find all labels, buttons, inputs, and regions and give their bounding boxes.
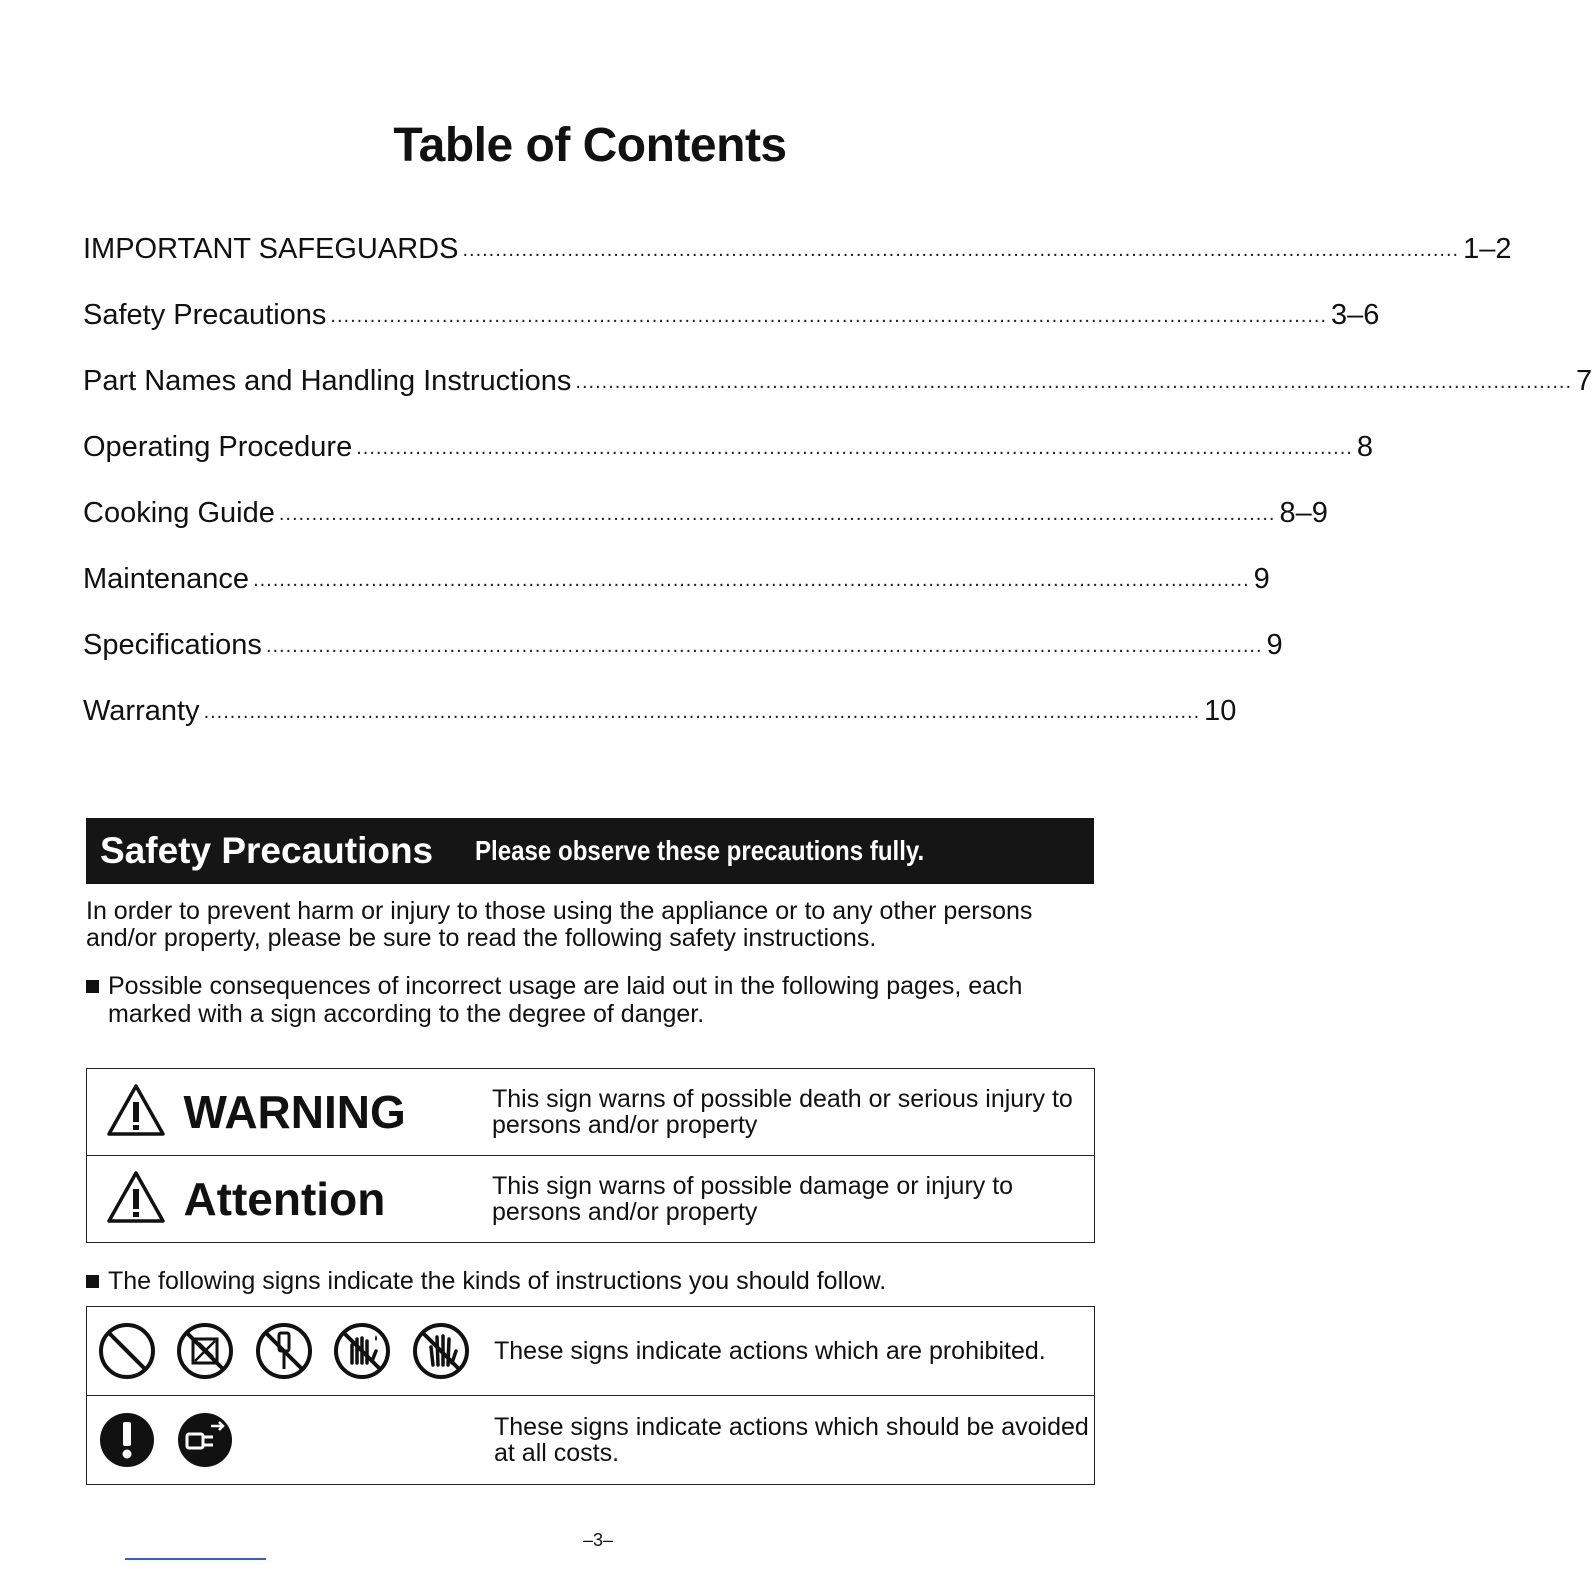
prohibited-icons-cell: [87, 1307, 489, 1396]
page-number: –3–: [582, 1530, 614, 1550]
toc-entry[interactable]: [83, 330, 1592, 397]
toc-leader: ........................................................................................................................................................: [575, 371, 1573, 393]
no-disassembly-icon: [175, 1321, 235, 1381]
toc-leader: ........................................................................................................................................................: [462, 239, 1460, 261]
toc-label: IMPORTANT SAFEGUARDS: [83, 233, 459, 265]
toc-page: 9: [1253, 563, 1270, 595]
no-wet-hands-icon: [332, 1321, 392, 1381]
bullet-text: Possible consequences of incorrect usage are laid out in the following pages, each marked with a sign according to the degree of danger.: [108, 972, 1023, 1028]
toc-entry[interactable]: [83, 594, 1283, 661]
toc-page: 10: [1204, 695, 1237, 727]
safety-subheading: Please observe these precautions fully.: [475, 835, 925, 866]
toc-leader: ........................................................................................................................................................: [203, 701, 1201, 723]
mandatory-exclamation-icon: [97, 1410, 157, 1470]
safety-heading: Safety Precautions: [100, 830, 434, 871]
toc-label: Specifications: [83, 629, 262, 661]
toc-label: Warranty: [83, 695, 200, 727]
toc-label: Maintenance: [83, 563, 250, 595]
warning-triangle-icon: [105, 1082, 167, 1143]
prohibited-icon: [97, 1321, 157, 1381]
no-touch-icon: [411, 1321, 471, 1381]
toc-label: Operating Procedure: [83, 431, 353, 463]
table-of-contents: [83, 226, 1592, 727]
toc-page: 1–2: [1463, 233, 1512, 265]
table-row: [87, 1396, 1095, 1485]
toc-entry[interactable]: [83, 528, 1270, 595]
bullet-consequences: [86, 972, 1096, 1028]
footer-rule: [125, 1558, 266, 1560]
attention-description: This sign warns of possible damage or injury to persons and/or property: [486, 1156, 1095, 1243]
safety-intro: In order to prevent harm or injury to those using the appliance or to any other persons and/or property, please be sure to read the following safety instructions.: [86, 897, 1033, 952]
toc-page: 8: [1356, 431, 1373, 463]
toc-page: 9: [1266, 629, 1283, 661]
toc-label: Part Names and Handling Instructions: [83, 365, 572, 397]
mandatory-icons-cell: [87, 1396, 489, 1485]
instruction-sign-table: [86, 1306, 1095, 1485]
warning-description: This sign warns of possible death or serious injury to persons and/or property: [486, 1069, 1095, 1156]
attention-sign-cell: [87, 1156, 487, 1243]
toc-entry[interactable]: [83, 660, 1237, 727]
safety-banner: [86, 818, 1094, 884]
toc-page: 3–6: [1331, 299, 1380, 331]
mandatory-description: These signs indicate actions which should be avoided at all costs.: [488, 1396, 1095, 1485]
warning-triangle-icon: [105, 1169, 167, 1230]
unplug-icon: [175, 1410, 235, 1470]
bullet-square-icon: [86, 980, 99, 993]
bullet-square-icon: [86, 1275, 99, 1288]
toc-entry[interactable]: [83, 226, 1512, 265]
toc-leader: ........................................................................................................................................................: [253, 569, 1250, 591]
toc-entry[interactable]: [83, 462, 1328, 529]
toc-entry[interactable]: [83, 396, 1373, 463]
toc-leader: ........................................................................................................................................................: [330, 305, 1328, 327]
toc-label: Cooking Guide: [83, 497, 275, 529]
warning-label: WARNING: [183, 1086, 406, 1138]
warning-sign-cell: [87, 1069, 487, 1156]
toc-leader: ........................................................................................................................................................: [265, 635, 1263, 657]
toc-page: 8–9: [1279, 497, 1328, 529]
table-row: [87, 1069, 1095, 1156]
table-row: [87, 1156, 1095, 1243]
attention-label: Attention: [183, 1173, 386, 1225]
bullet-text: The following signs indicate the kinds of instructions you should follow.: [108, 1267, 887, 1295]
toc-page: 7: [1576, 365, 1592, 397]
table-row: [87, 1307, 1095, 1396]
page-title: Table of Contents: [393, 119, 787, 172]
toc-leader: ........................................................................................................................................................: [278, 503, 1276, 525]
toc-entry[interactable]: [83, 264, 1380, 331]
bullet-instructions: [86, 1267, 1096, 1295]
toc-label: Safety Precautions: [83, 299, 327, 331]
danger-level-table: [86, 1068, 1095, 1243]
prohibited-description: These signs indicate actions which are prohibited.: [488, 1307, 1095, 1396]
toc-leader: ........................................................................................................................................................: [356, 437, 1353, 459]
no-tool-icon: [254, 1321, 314, 1381]
